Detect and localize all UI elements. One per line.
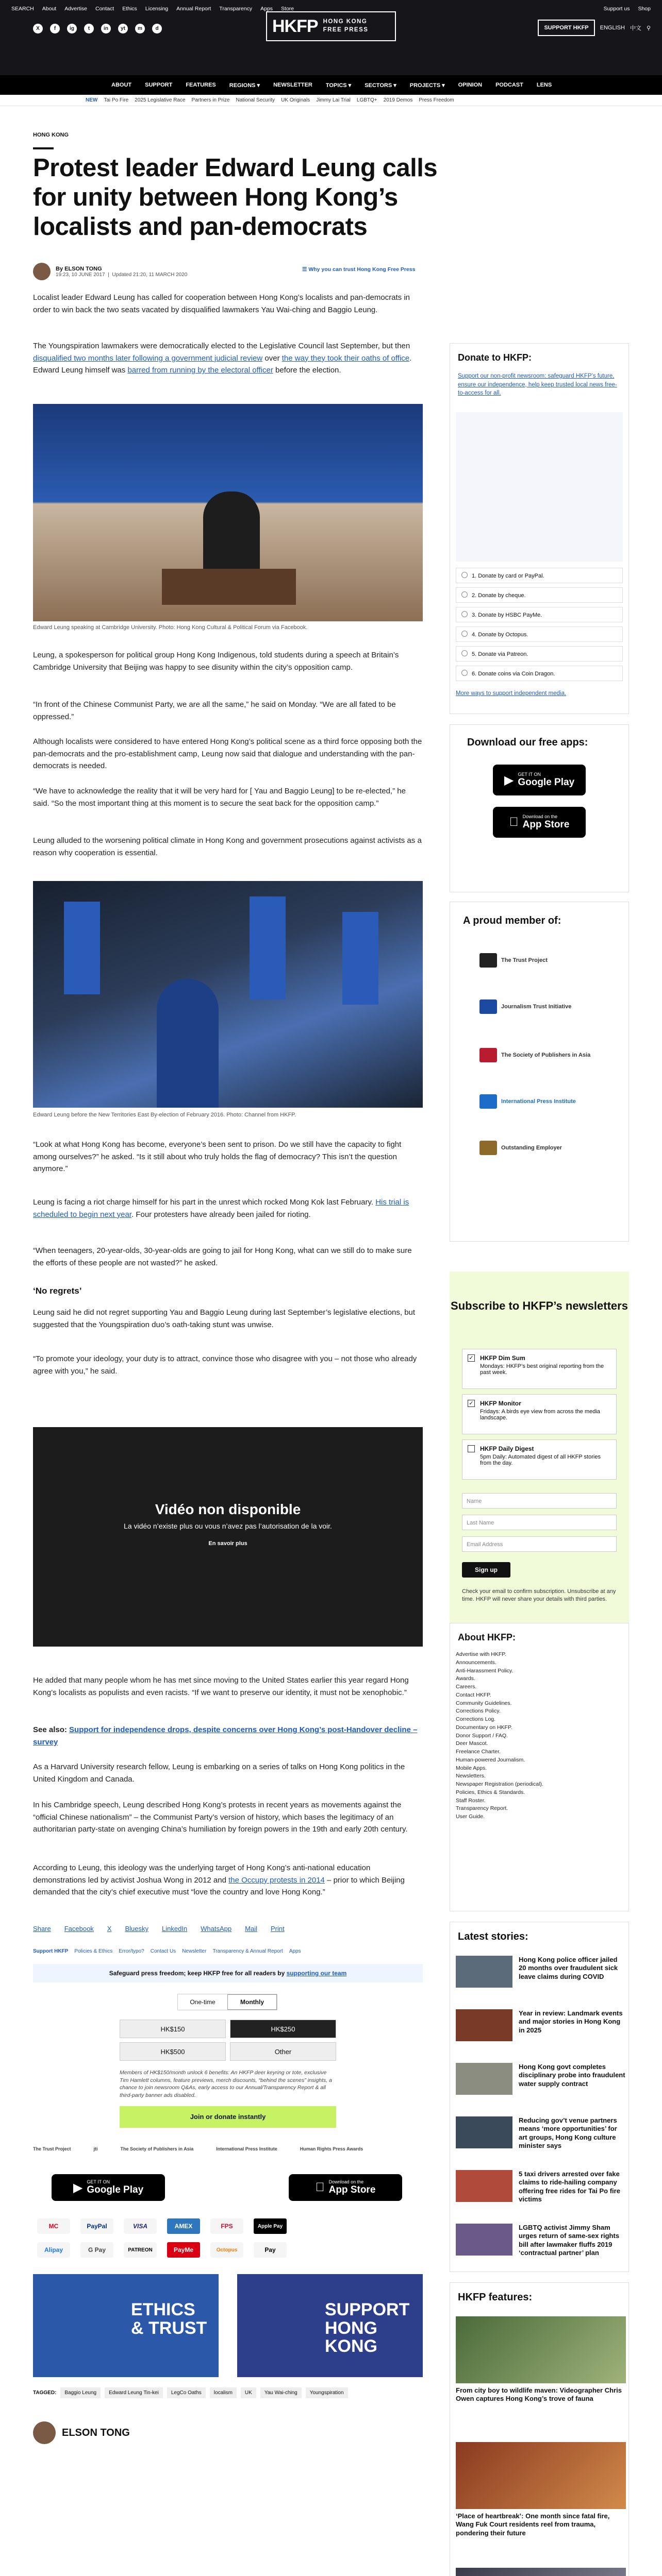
about-item[interactable]: Policies, Ethics & Standards. <box>456 1789 525 1795</box>
feature-image <box>456 2442 626 2509</box>
paragraph: “To promote your ideology, your duty is to attract, convince those who disagree with you – not those who already agree with you,” he said. <box>33 1354 417 1376</box>
author-avatar <box>33 2421 56 2444</box>
monthly-option[interactable]: Monthly <box>227 1994 277 2010</box>
banner-link[interactable]: supporting our team <box>286 1970 347 1977</box>
member-org[interactable] <box>479 1141 562 1155</box>
last-name-input[interactable]: Last Name <box>462 1515 617 1530</box>
lectern <box>162 569 296 605</box>
paragraph <box>33 1862 423 1899</box>
about-item[interactable]: Contact HKFP. <box>456 1691 491 1698</box>
pay-icon: Pay <box>254 2242 287 2258</box>
trust-project-icon <box>479 953 497 968</box>
support-hkfp-button[interactable]: SUPPORT HKFP <box>538 20 594 36</box>
visa-icon: VISA <box>124 2218 157 2234</box>
footer-link[interactable]: Newsletter <box>182 1948 207 1954</box>
trending-item[interactable]: Press Freedom <box>419 97 454 103</box>
features-title: HKFP features: <box>458 2292 533 2303</box>
story-thumbnail <box>456 2009 512 2041</box>
org-name: The Society of Publishers in Asia <box>501 1052 591 1058</box>
member-org[interactable] <box>479 1048 590 1062</box>
mastercard-icon: MC <box>37 2218 70 2234</box>
see-also <box>33 1724 423 1748</box>
photo-caption: Edward Leung before the New Territories East By-election of February 2016. Photo: Channel from HKFP. <box>33 1112 296 1118</box>
nav-topics[interactable]: TOPICS ▾ <box>325 82 352 89</box>
promo-line: SUPPORT <box>325 2300 410 2319</box>
email-input[interactable]: Email Address <box>462 1536 617 1552</box>
org-name: Journalism Trust Initiative <box>501 1004 572 1010</box>
banner-flag <box>250 896 286 999</box>
about-title: About HKFP: <box>458 1632 516 1642</box>
new-badge: NEW <box>86 97 98 103</box>
newsletter-title: Subscribe to HKFP’s newsletters <box>451 1299 628 1312</box>
footer-link[interactable]: Apps <box>289 1948 301 1954</box>
story-thumbnail <box>456 1956 512 1988</box>
about-list <box>456 1651 543 1821</box>
latest-story[interactable] <box>456 1956 626 1988</box>
proud-title: A proud member of: <box>463 915 561 926</box>
checkbox-icon[interactable]: ✓ <box>468 1354 475 1362</box>
inline-link[interactable]: the way they took their oaths of office <box>282 353 410 363</box>
share-facebook[interactable]: Facebook <box>64 1925 94 1933</box>
as-big: App Store <box>324 2184 371 2195</box>
header-actions <box>538 20 651 36</box>
paragraph: “Look at what Hong Kong has become, everyone’s been sent to prison. Do we still have the capacity to fight among ourselves?” he asked. “Is it still about who truly holds the flag of democracy? This isn’t the question anymore.” <box>33 1140 402 1174</box>
instagram-icon[interactable]: ig <box>67 24 77 33</box>
tag[interactable]: localism <box>210 2387 237 2398</box>
see-also-link[interactable]: Support for independence drops, despite concerns over Hong Kong’s post-Handover decline – survey <box>33 1725 418 1747</box>
app-store-button[interactable] <box>493 807 586 838</box>
text: . Edward Leung himself was <box>33 353 412 375</box>
org-name: International Press Institute <box>501 1098 576 1105</box>
text: . Four protesters have already been jailed for rioting. <box>131 1210 311 1219</box>
video-error-title: Vidéo non disponible <box>155 1501 301 1517</box>
paragraph: In his Cambridge speech, Leung described Hong Kong’s protests in recent years as movements against the “official Chinese nationalism” – the Communist Party’s version of history, which bases the legitimacy of an authoritarian party-state on avenging China’s humiliation by foreign powers in the 19th and early 20th century. <box>33 1801 408 1834</box>
apple-icon <box>316 2180 325 2195</box>
story-title: Year in review: Landmark events and major stories in Hong Kong in 2025 <box>519 2009 623 2034</box>
author-name[interactable]: By ELSON TONG <box>56 265 102 272</box>
transparency-link[interactable]: Transparency <box>219 6 253 12</box>
promo-text <box>131 2301 207 2337</box>
feature-story[interactable] <box>456 2442 626 2537</box>
share-label: Share <box>33 1925 51 1933</box>
banner-flag <box>64 902 100 994</box>
alipay-icon: Alipay <box>37 2242 70 2258</box>
trending-item[interactable]: 2025 Legislative Race <box>135 97 186 103</box>
paragraph: As a Harvard University research fellow, Leung is embarking on a series of talks on Hong Kong politics in the United Kingdom and Canada. <box>33 1762 405 1784</box>
footer-link[interactable]: Support HKFP <box>33 1948 69 1954</box>
google-pay-icon: G Pay <box>80 2242 113 2258</box>
employer-award-icon <box>479 1141 497 1155</box>
google-play-button[interactable] <box>493 765 586 795</box>
donate-option[interactable]: 2. Donate by cheque. <box>456 587 623 603</box>
about-item[interactable]: Documentary on HKFP. <box>456 1724 512 1731</box>
author-name[interactable]: ELSON TONG <box>62 2427 130 2438</box>
payment-methods-row <box>37 2242 287 2258</box>
as-small: Download on the <box>518 814 553 819</box>
article-category[interactable]: HONG KONG <box>33 132 69 138</box>
amex-icon: AMEX <box>167 2218 200 2234</box>
payme-icon: PayMe <box>167 2242 200 2258</box>
proud-member-box <box>450 902 629 1242</box>
footer-link[interactable]: Transparency & Annual Report <box>212 1948 283 1954</box>
app-store-button[interactable] <box>289 2174 402 2201</box>
text: According to Leung, this ideology was the underlying target of Hong Kong’s anti-national education demonstrations led by activist Joshua Wong in 2012 and <box>33 1863 371 1885</box>
trending-bar <box>0 95 662 106</box>
newsletter-name: HKFP Dim Sum <box>480 1354 525 1362</box>
checkbox-icon[interactable]: ✓ <box>468 1400 475 1407</box>
nav-sectors[interactable]: SECTORS ▾ <box>365 82 396 89</box>
licensing-link[interactable]: Licensing <box>145 6 169 12</box>
org-logo[interactable]: The Trust Project <box>33 2146 71 2151</box>
tag-list <box>33 2387 348 2398</box>
title-rule <box>33 147 54 149</box>
promo-line: ETHICS <box>131 2300 195 2319</box>
gp-big: Google Play <box>87 2184 144 2195</box>
inline-link[interactable]: the Occupy protests in 2014 <box>228 1875 325 1885</box>
nav-projects[interactable]: PROJECTS ▾ <box>409 82 445 89</box>
inline-link[interactable]: barred from running by the electoral officer <box>127 366 273 375</box>
about-item[interactable]: Mobile Apps. <box>456 1765 487 1771</box>
search-link[interactable]: SEARCH <box>11 6 34 12</box>
gp-big: Google Play <box>518 777 575 788</box>
store-link[interactable]: Store <box>281 6 294 12</box>
share-whatsapp[interactable]: WhatsApp <box>201 1925 232 1933</box>
paragraph: He added that many people whom he has met since moving to the United States earlier this year regard Hong Kong’s localists as populists and even racists. “If we want to preserve our identity, it must not be xenophobic.” <box>33 1676 409 1697</box>
octopus-icon: Octopus <box>210 2242 243 2258</box>
updated-date: Updated 21:20, 11 MARCH 2020 <box>112 272 188 278</box>
contact-link[interactable]: Contact <box>95 6 114 12</box>
member-benefits-note: Members of HK$150/month unlock 6 benefits: An HKFP deer keyring or tote, exclusive Tim Hamlett columns, feature previews, merch discounts, “behind the scenes” insights, a chance to join newsroom Q&As, early access to our Annual/Transparency Report & all third-party banner ads disabled. <box>120 2070 332 2099</box>
logo-mark: HKFP <box>272 16 318 36</box>
share-bar <box>33 1925 285 1933</box>
about-item[interactable]: Human-powered Journalism. <box>456 1756 525 1763</box>
nav-newsletter[interactable]: NEWSLETTER <box>273 82 312 88</box>
donate-option[interactable]: 4. Donate by Octopus. <box>456 626 623 642</box>
about-item[interactable]: Awards. <box>456 1675 475 1682</box>
tag[interactable]: Edward Leung Tin-kei <box>105 2387 163 2398</box>
linkedin-icon[interactable]: in <box>101 24 111 33</box>
newsletter-desc: 5pm Daily: Automated digest of all HKFP stories from the day. <box>480 1454 601 1466</box>
amount-option[interactable]: HK$500 <box>120 2042 226 2061</box>
paragraph <box>33 1196 423 1221</box>
payment-methods-row <box>37 2218 287 2234</box>
latest-story[interactable] <box>456 2224 626 2257</box>
text: The Youngspiration lawmakers were democratically elected to the Legislative Council last September, but then <box>33 342 410 350</box>
threads-icon[interactable]: t <box>84 24 94 33</box>
promo-line: & TRUST <box>131 2318 207 2338</box>
story-title: Hong Kong govt completes disciplinary probe into fraudulent water supply contract <box>519 2063 625 2088</box>
text: Leung is facing a riot charge himself for his part in the unrest which rocked Mong Kok last February. <box>33 1198 376 1207</box>
donate-link[interactable]: Support our non-profit newsroom: safeguard HKFP’s future, ensure our independence, help keep trusted local news free-to-access for all. <box>458 373 617 397</box>
feature-image <box>456 2568 626 2576</box>
newsletter-note: Check your email to confirm subscription. Unsubscribe at any time. HKFP will never share your details with third parties. <box>462 1588 616 1603</box>
banner-flag <box>342 912 378 1005</box>
share-mail[interactable]: Mail <box>245 1925 257 1933</box>
newsletter-desc: Fridays: A birds eye view from across the media landscape. <box>480 1409 600 1421</box>
nav-regions[interactable]: REGIONS ▾ <box>229 82 260 89</box>
share-print[interactable]: Print <box>270 1925 285 1933</box>
member-org[interactable] <box>479 1094 576 1109</box>
first-name-input[interactable]: Name <box>462 1493 617 1509</box>
about-item[interactable]: Corrections Policy. <box>456 1708 501 1715</box>
article-photo-speech <box>33 404 423 621</box>
advertise-link[interactable]: Advertise <box>64 6 87 12</box>
paragraph: Localist leader Edward Leung has called for cooperation between Hong Kong’s localists and pan-democrats in order to win back the two seats vacated by disqualified lawmakers Yau Wai-ching and Baggio Leung. <box>33 293 410 314</box>
newsletter-option[interactable] <box>462 1439 617 1480</box>
about-item[interactable]: User Guide. <box>456 1814 485 1820</box>
org-logo[interactable]: The Society of Publishers in Asia <box>120 2146 194 2151</box>
about-item[interactable]: Corrections Log. <box>456 1716 496 1722</box>
logo-name <box>323 18 369 34</box>
about-item[interactable]: Transparency Report. <box>456 1805 508 1812</box>
trending-item[interactable]: National Security <box>236 97 275 103</box>
search-icon[interactable]: ⚲ <box>646 25 651 31</box>
text: over <box>262 353 282 363</box>
trending-item[interactable]: UK Originals <box>281 97 310 103</box>
nav-about[interactable]: ABOUT <box>111 82 132 88</box>
article-footer-links <box>33 1948 301 1954</box>
donate-option[interactable]: 1. Donate by card or PayPal. <box>456 568 623 583</box>
promo-line: HONG KONG <box>325 2318 377 2357</box>
support-us-link[interactable]: Support us <box>603 6 630 12</box>
footer-link[interactable]: Error/typo? <box>119 1948 144 1954</box>
about-item[interactable]: Newsletters. <box>456 1773 486 1780</box>
apple-icon <box>509 815 519 829</box>
publish-date: 19:23, 10 JUNE 2017 <box>56 272 105 278</box>
about-item[interactable]: Announcements. <box>456 1659 496 1666</box>
inline-link[interactable]: His trial is scheduled to begin next year <box>33 1198 409 1219</box>
shop-link[interactable]: Shop <box>638 6 651 12</box>
gp-small: GET IT ON <box>518 772 541 777</box>
byline: By ELSON TONG 19:23, 10 JUNE 2017 | Updated 21:20, 11 MARCH 2020 <box>33 263 187 280</box>
feature-title: From city boy to wildlife maven: Videographer Chris Owen captures Hong Kong’s trove of fauna <box>456 2386 622 2403</box>
paragraph: “When teenagers, 20-year-olds, 30-year-olds are going to jail for Hong Kong, what can we still do to make sure the efforts of these people are not wasted?” he asked. <box>33 1246 412 1267</box>
banner-text: Safeguard press freedom; keep HKFP free for all readers by <box>109 1970 287 1977</box>
about-item[interactable]: Advertise with HKFP. <box>456 1651 506 1657</box>
join-button[interactable]: Join or donate instantly <box>120 2106 336 2128</box>
google-play-button[interactable] <box>52 2174 165 2201</box>
latest-story[interactable] <box>456 2063 626 2095</box>
youtube-icon[interactable]: yt <box>118 24 128 33</box>
nav-support[interactable]: SUPPORT <box>145 82 173 88</box>
photo-caption: Edward Leung speaking at Cambridge University. Photo: Hong Kong Cultural & Political Forum via Facebook. <box>33 624 308 631</box>
trending-item[interactable]: Jimmy Lai Trial <box>316 97 351 103</box>
promo-text <box>325 2301 423 2356</box>
newsletter-name: HKFP Monitor <box>480 1400 521 1407</box>
one-time-option[interactable]: One-time <box>190 1998 216 2006</box>
author-avatar <box>33 263 51 280</box>
support-hk-promo[interactable] <box>237 2274 423 2377</box>
embedded-video[interactable] <box>33 1427 423 1647</box>
speaker-figure <box>157 979 219 1108</box>
feature-story[interactable] <box>456 2316 626 2403</box>
share-bluesky[interactable]: Bluesky <box>125 1925 148 1933</box>
facebook-icon[interactable]: f <box>50 24 60 33</box>
x-icon[interactable]: X <box>33 24 43 33</box>
latest-story[interactable] <box>456 2009 626 2041</box>
annual-report-link[interactable]: Annual Report <box>176 6 211 12</box>
donate-title: Donate to HKFP: <box>458 352 532 363</box>
apps-link[interactable]: Apps <box>260 6 273 12</box>
nav-opinion[interactable]: OPINION <box>458 82 483 88</box>
checkbox-icon[interactable] <box>468 1445 475 1452</box>
site-logo[interactable] <box>266 11 396 41</box>
donate-card-preview[interactable] <box>456 412 623 562</box>
about-item[interactable]: Staff Roster. <box>456 1797 486 1804</box>
donate-option[interactable]: 6. Donate coins via Coin Dragon. <box>456 666 623 681</box>
member-orgs-row <box>33 2146 363 2151</box>
logo-line2: FREE PRESS <box>323 27 369 33</box>
org-logo[interactable]: International Press Institute <box>216 2146 277 2151</box>
about-item[interactable]: Deer Mascot. <box>456 1740 488 1747</box>
nav-lens[interactable]: LENS <box>536 82 552 88</box>
sopa-icon <box>479 1048 497 1062</box>
paragraph: Leung, a spokesperson for political group Hong Kong Indigenous, told students during a speech at Britain’s Cambridge University that Beijing was happy to see disunity within the city’s opposition camp. <box>33 651 399 672</box>
fps-icon: FPS <box>210 2218 243 2234</box>
footer-link[interactable]: Contact Us <box>150 1948 176 1954</box>
text: before the election. <box>273 366 341 375</box>
amount-option[interactable]: HK$150 <box>120 2020 226 2038</box>
see-also-label: See also: <box>33 1725 70 1734</box>
story-thumbnail <box>456 2063 512 2095</box>
feature-image <box>456 2316 626 2383</box>
amount-option-selected[interactable]: HK$250 <box>230 2020 336 2038</box>
paragraph: Leung alluded to the worsening political climate in Hong Kong and government prosecutions against activists as a reason why cooperation is essential. <box>33 836 422 857</box>
donate-text <box>458 372 618 398</box>
subheading: ‘No regrets’ <box>33 1286 82 1296</box>
amount-option-other[interactable]: Other <box>230 2042 336 2061</box>
newsletter-option[interactable] <box>462 1394 617 1434</box>
share-linkedin[interactable]: LinkedIn <box>162 1925 188 1933</box>
logo-line1: HONG KONG <box>323 19 368 25</box>
newsletter-name: HKFP Daily Digest <box>480 1445 534 1452</box>
text: – prior to which Beijing demanded that the city’s chief executive must “love the country and love Hong Kong.” <box>33 1875 405 1897</box>
shield-icon: ☰ <box>302 266 307 273</box>
about-item[interactable]: Donor Support / FAQ. <box>456 1732 508 1739</box>
paypal-icon: PayPal <box>80 2218 113 2234</box>
donation-widget <box>120 1994 336 2184</box>
signup-button[interactable]: Sign up <box>462 1562 510 1578</box>
support-banner <box>33 1964 423 1982</box>
newsletter-desc: Mondays: HKFP’s best original reporting from the past week. <box>480 1363 604 1376</box>
tag[interactable]: LegCo Oaths <box>167 2387 206 2398</box>
trust-link[interactable] <box>302 266 415 273</box>
tag[interactable]: Baggio Leung <box>60 2387 101 2398</box>
ipi-icon <box>479 1094 497 1109</box>
story-title: LGBTQ activist Jimmy Sham urges return of same-sex rights bill after lawmaker fluffs 2019 ‘contractual partner’ plan <box>519 2224 620 2257</box>
donate-option[interactable]: 5. Donate via Patreon. <box>456 646 623 662</box>
gp-small: GET IT ON <box>87 2179 110 2184</box>
tag[interactable]: Youngspiration <box>306 2387 348 2398</box>
trending-item[interactable]: LGBTQ+ <box>356 97 377 103</box>
latest-title: Latest stories: <box>458 1931 528 1942</box>
social-links <box>33 24 162 33</box>
story-title: Hong Kong police officer jailed 20 months over fraudulent sick leave claims during COVID <box>519 1956 618 1980</box>
story-thumbnail <box>456 2224 512 2256</box>
patreon-icon: PATREON <box>124 2242 157 2258</box>
jti-icon <box>479 999 497 1014</box>
footer-link[interactable]: Policies & Ethics <box>74 1948 113 1954</box>
paragraph: Although localists were considered to have entered Hong Kong’s political scene as a third force opposing both the pan-democrats and the pro-establishment camp, Leung now said that dialogue and understanding with the pan-democrats is needed. <box>33 737 422 771</box>
ethics-link[interactable]: Ethics <box>122 6 137 12</box>
as-small: Download on the <box>324 2179 359 2184</box>
apps-title: Download our free apps: <box>467 737 588 748</box>
story-title: Reducing gov’t venue partners means ‘more opportunities’ for art groups, Hong Kong culture minister says <box>519 2116 617 2149</box>
more-ways-link[interactable]: More ways to support independent media. <box>456 690 567 697</box>
trust-link-label: Why you can trust Hong Kong Free Press <box>308 266 416 273</box>
article-photo-rally <box>33 881 423 1108</box>
tag[interactable]: Yau Wai-ching <box>260 2387 302 2398</box>
nav-features[interactable]: FEATURES <box>186 82 216 88</box>
paragraph: Leung said he did not regret supporting Yau and Baggio Leung during last September’s legislative elections, but suggested that the Youngspiration duo’s oath-taking stunt was unwise. <box>33 1308 416 1329</box>
share-x[interactable]: X <box>107 1925 112 1933</box>
google-play-icon: ▶ <box>504 773 514 787</box>
about-link[interactable]: About <box>42 6 57 12</box>
about-item[interactable]: Anti-Harassment Policy. <box>456 1667 514 1674</box>
latest-story[interactable] <box>456 2116 626 2150</box>
about-item[interactable]: Newspaper Registration (periodical). <box>456 1781 543 1787</box>
story-title: 5 taxi drivers arrested over fake claims to ride-hailing company offering free rides for Tai Po fire victims <box>519 2170 620 2203</box>
language-chinese[interactable]: 中文 <box>630 25 641 31</box>
article-title: Protest leader Edward Leung calls for unity between Hong Kong’s localists and pan-democrats <box>33 154 438 241</box>
frequency-toggle <box>177 1994 277 2010</box>
donate-option[interactable]: 3. Donate by HSBC PayMe. <box>456 607 623 622</box>
trending-item[interactable]: Partners in Prize <box>191 97 230 103</box>
about-item[interactable]: Community Guidelines. <box>456 1700 512 1706</box>
as-big: App Store <box>518 819 565 830</box>
latest-story[interactable] <box>456 2170 626 2204</box>
tags-label: TAGGED: <box>33 2390 57 2396</box>
feature-title: ‘Place of heartbreak’: One month since fatal fire, Wang Fuk Court residents reel from trauma, pondering their future <box>456 2512 610 2537</box>
feature-story[interactable] <box>456 2568 626 2576</box>
author-box <box>33 2421 130 2444</box>
org-logo[interactable]: jti <box>93 2146 98 2151</box>
trending-item[interactable]: Tai Po Fire <box>104 97 129 103</box>
org-logo[interactable]: Human Rights Press Awards <box>300 2146 363 2151</box>
story-thumbnail <box>456 2116 512 2148</box>
video-error-text: La vidéo n’existe plus ou vous n’avez pas l’autorisation de la voir. <box>124 1522 332 1530</box>
paragraph <box>33 340 423 377</box>
nav-podcast[interactable]: PODCAST <box>495 82 523 88</box>
tag[interactable]: UK <box>241 2387 256 2398</box>
mastodon-icon[interactable]: m <box>135 24 145 33</box>
discord-icon[interactable]: d <box>152 24 162 33</box>
video-learn-more[interactable]: En savoir plus <box>208 1540 247 1547</box>
paragraph: “We have to acknowledge the reality that it will be very hard for [ Yau and Baggio Leung] to be re-elected,” he said. “So the most important thing at this moment is to secure the seat back for the opposition camp.” <box>33 787 406 808</box>
trending-item[interactable]: 2019 Demos <box>383 97 413 103</box>
newsletter-option[interactable] <box>462 1349 617 1389</box>
org-name: Outstanding Employer <box>501 1145 562 1151</box>
apple-pay-icon: Apple Pay <box>254 2218 287 2234</box>
language-english[interactable]: ENGLISH <box>600 25 625 31</box>
ethics-trust-promo[interactable] <box>33 2274 219 2377</box>
about-item[interactable]: Freelance Charter. <box>456 1749 501 1755</box>
about-item[interactable]: Careers. <box>456 1684 477 1690</box>
paragraph: “In front of the Chinese Communist Party, we are all the same,” he said on Monday. “We are all fated to be oppressed.” <box>33 700 396 721</box>
member-org[interactable] <box>479 999 571 1014</box>
main-nav <box>0 75 662 95</box>
member-org[interactable] <box>479 953 548 968</box>
google-play-icon: ▶ <box>73 2180 83 2195</box>
inline-link[interactable]: disqualified two months later following a government judicial review <box>33 353 263 363</box>
org-name: The Trust Project <box>501 957 548 963</box>
story-thumbnail <box>456 2170 512 2202</box>
